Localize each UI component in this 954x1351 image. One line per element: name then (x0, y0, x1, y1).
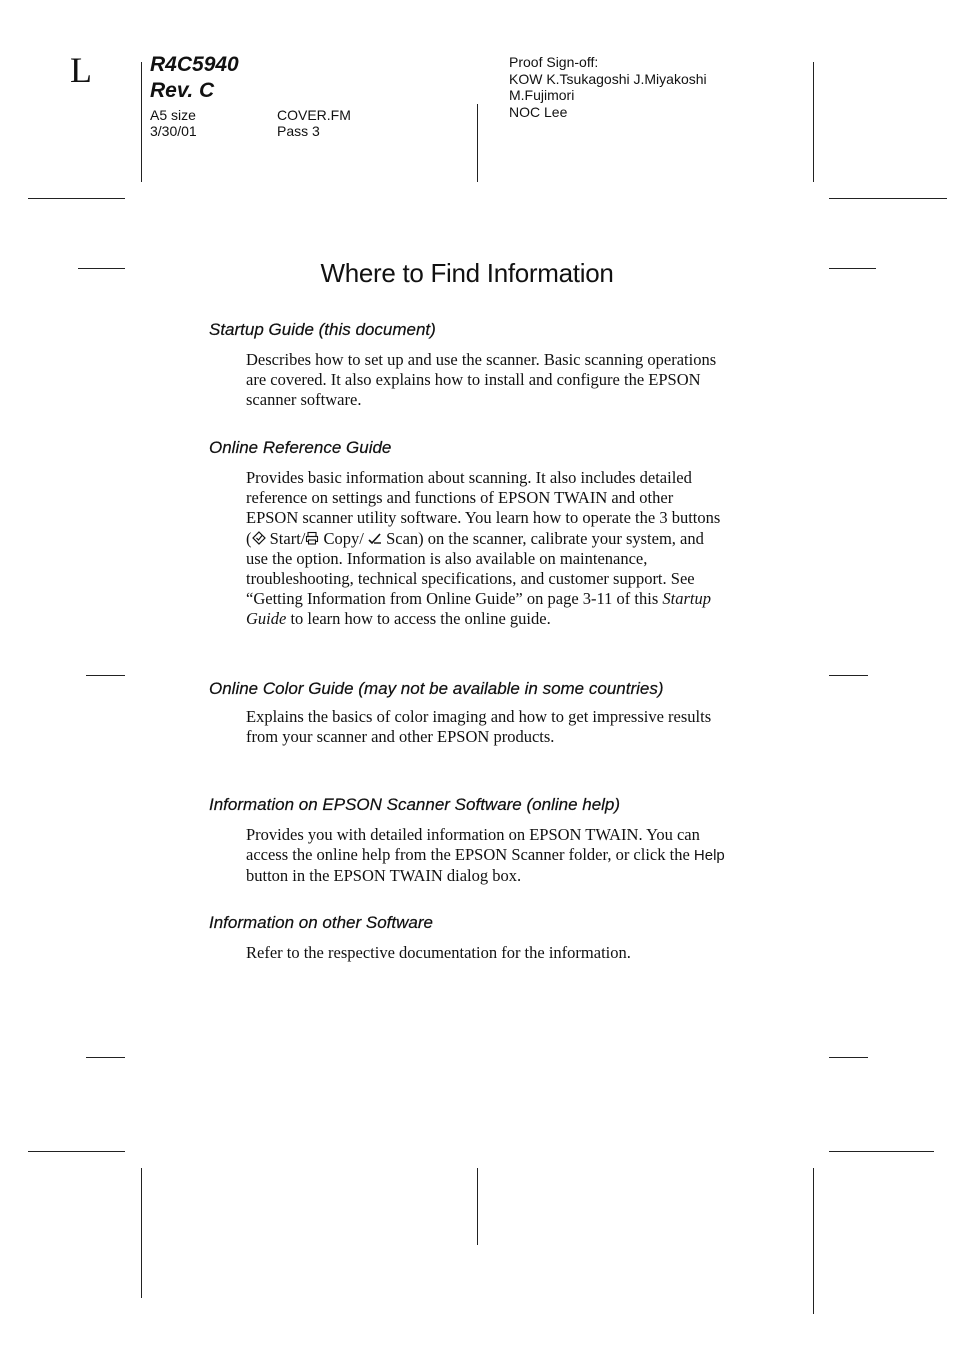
crop-mark (477, 1168, 478, 1245)
crop-mark (86, 675, 125, 676)
proof-names-1: KOW K.Tsukagoshi J.Miyakoshi (509, 70, 707, 87)
section-heading: Information on other Software (209, 913, 433, 932)
crop-mark (141, 62, 142, 182)
section-body (246, 825, 728, 887)
section-heading: Online Reference Guide (209, 438, 392, 457)
page-title: Where to Find Information (320, 258, 614, 288)
crop-mark (813, 62, 814, 182)
section-online-color-guide (209, 679, 729, 747)
help-button-label: Help (693, 847, 725, 865)
section-heading: Information on EPSON Scanner Software (online help) (209, 795, 621, 814)
revision-label: Rev. C (150, 79, 215, 102)
proof-names-3: NOC Lee (509, 103, 568, 120)
section-body (246, 468, 728, 630)
crop-mark (829, 1057, 868, 1058)
section-body: Describes how to set up and use the scanner. Basic scanning operations are covered. It also explains how to install and configure the EPSON scanner software. (246, 350, 717, 410)
section-other-software (209, 913, 729, 963)
crop-mark (86, 1057, 125, 1058)
section-online-reference-guide (209, 438, 729, 630)
section-body: Explains the basics of color imaging and how to get impressive results from your scanner and other EPSON products. (246, 707, 712, 747)
proof-label: Proof Sign-off: (509, 54, 599, 70)
pass-number: Pass 3 (277, 123, 320, 139)
body-text: Provides you with detailed information on EPSON TWAIN. You can access the online help from the EPSON Scanner folder, or click the (246, 825, 700, 865)
print-date: 3/30/01 (150, 123, 197, 139)
section-scanner-software-help (209, 795, 729, 887)
crop-mark (829, 675, 868, 676)
page-size: A5 size (150, 107, 196, 123)
crop-mark (829, 1151, 934, 1152)
crop-mark (28, 198, 125, 199)
crop-mark (28, 1151, 125, 1152)
startup-guide-reference: Startup Guide (246, 589, 711, 629)
crop-mark (813, 1168, 814, 1314)
document-model (150, 52, 239, 104)
section-startup-guide (209, 320, 729, 411)
section-body: Refer to the respective documentation for the information. (246, 943, 631, 962)
copy-button-icon (305, 531, 319, 545)
body-text: Provides basic information about scanning. It also includes detailed reference on settings and functions of EPSON TWAIN and other EPSON scanner utility software. You learn how to operate the 3 buttons ( (246, 468, 721, 548)
proof-names-2: M.Fujimori (509, 87, 575, 103)
section-heading: Startup Guide (this document) (209, 320, 436, 339)
scan-button-icon (368, 531, 382, 545)
start-label: Start/ (269, 528, 306, 548)
crop-mark (829, 198, 947, 199)
start-button-icon (252, 531, 266, 545)
model-number: R4C5940 (150, 53, 239, 76)
crop-mark (477, 104, 478, 182)
section-heading: Online Color Guide (may not be available in some countries) (209, 679, 664, 698)
page-side-letter: L (70, 50, 92, 90)
scan-label: Scan) on the scanner, calibrate your system, and use the option. Information is also available on maintenance, troubleshooting, technical specifications, and customer support. See “Getting Information from Online Guide” on page 3-11 of this (246, 528, 704, 609)
proof-signoff (509, 54, 707, 120)
body-text: button in the EPSON TWAIN dialog box. (246, 866, 522, 886)
file-name: COVER.FM (277, 107, 351, 123)
copy-label: Copy/ (323, 528, 364, 548)
body-text: to learn how to access the online guide. (286, 609, 551, 629)
crop-mark (141, 1168, 142, 1298)
